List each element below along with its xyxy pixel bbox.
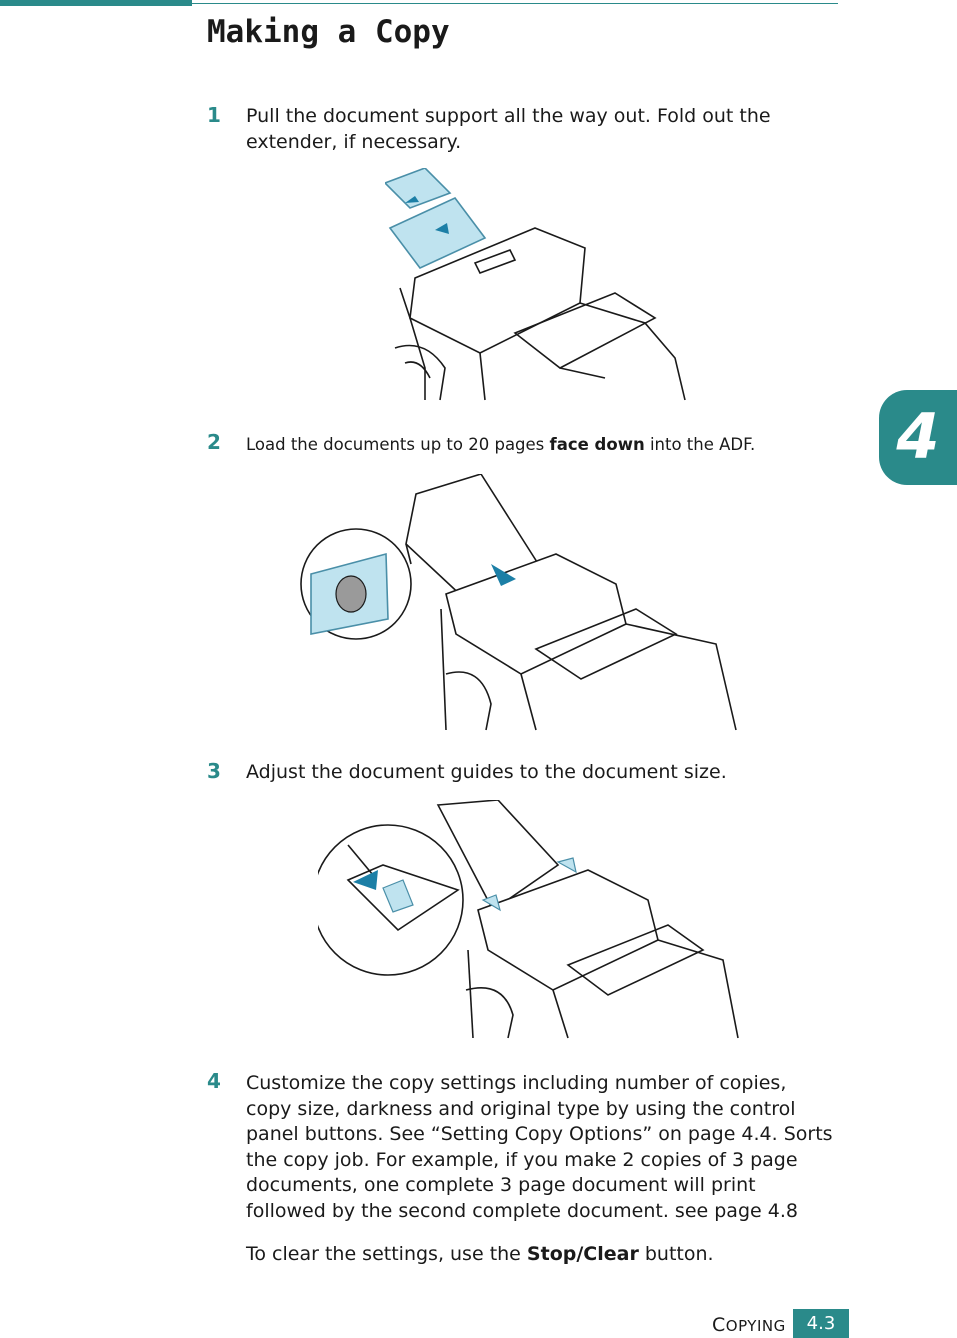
page-title: Making a Copy [207,14,450,50]
footer-page-number: 4.3 [793,1309,849,1338]
step-3-number: 3 [207,759,221,783]
chapter-tab [879,390,957,485]
header-rule-thin [192,3,838,4]
footer-section-rest: OPYING [725,1317,786,1335]
document-guides-illustration [318,800,743,1040]
footer-section-initial: C [712,1314,726,1336]
note-text-before: To clear the settings, use the [246,1243,527,1265]
step-4-number: 4 [207,1069,221,1093]
clear-settings-note [246,1242,836,1268]
step-1-text: Pull the document support all the way out. Fold out the extender, if necessary. [246,105,771,153]
step-3-text: Adjust the document guides to the document size. [246,761,727,783]
footer-section-label [712,1314,786,1336]
step-4-text: Customize the copy settings including number of copies, copy size, darkness and original type by using the control panel buttons. See “Setting Copy Options” on page 4.4. Sorts the copy job. For example, if you make 2 copies of 3 page documents, one complete 3 page document will print followed by the second complete document. see page 4.8 [246,1072,833,1222]
step-2-number: 2 [207,430,221,454]
step-2-text-after: into the ADF. [644,435,756,454]
step-2-text-before: Load the documents up to 20 pages [246,435,550,454]
step-1-number: 1 [207,103,221,127]
note-text-after: button. [638,1243,714,1265]
load-documents-illustration [296,474,741,732]
chapter-number: 4 [896,400,940,473]
note-text-bold: Stop/Clear [526,1243,639,1265]
step-2-text [246,432,836,458]
step-2-text-bold: face down [549,435,645,454]
header-rule-thick [0,0,192,6]
document-support-illustration [385,168,690,403]
